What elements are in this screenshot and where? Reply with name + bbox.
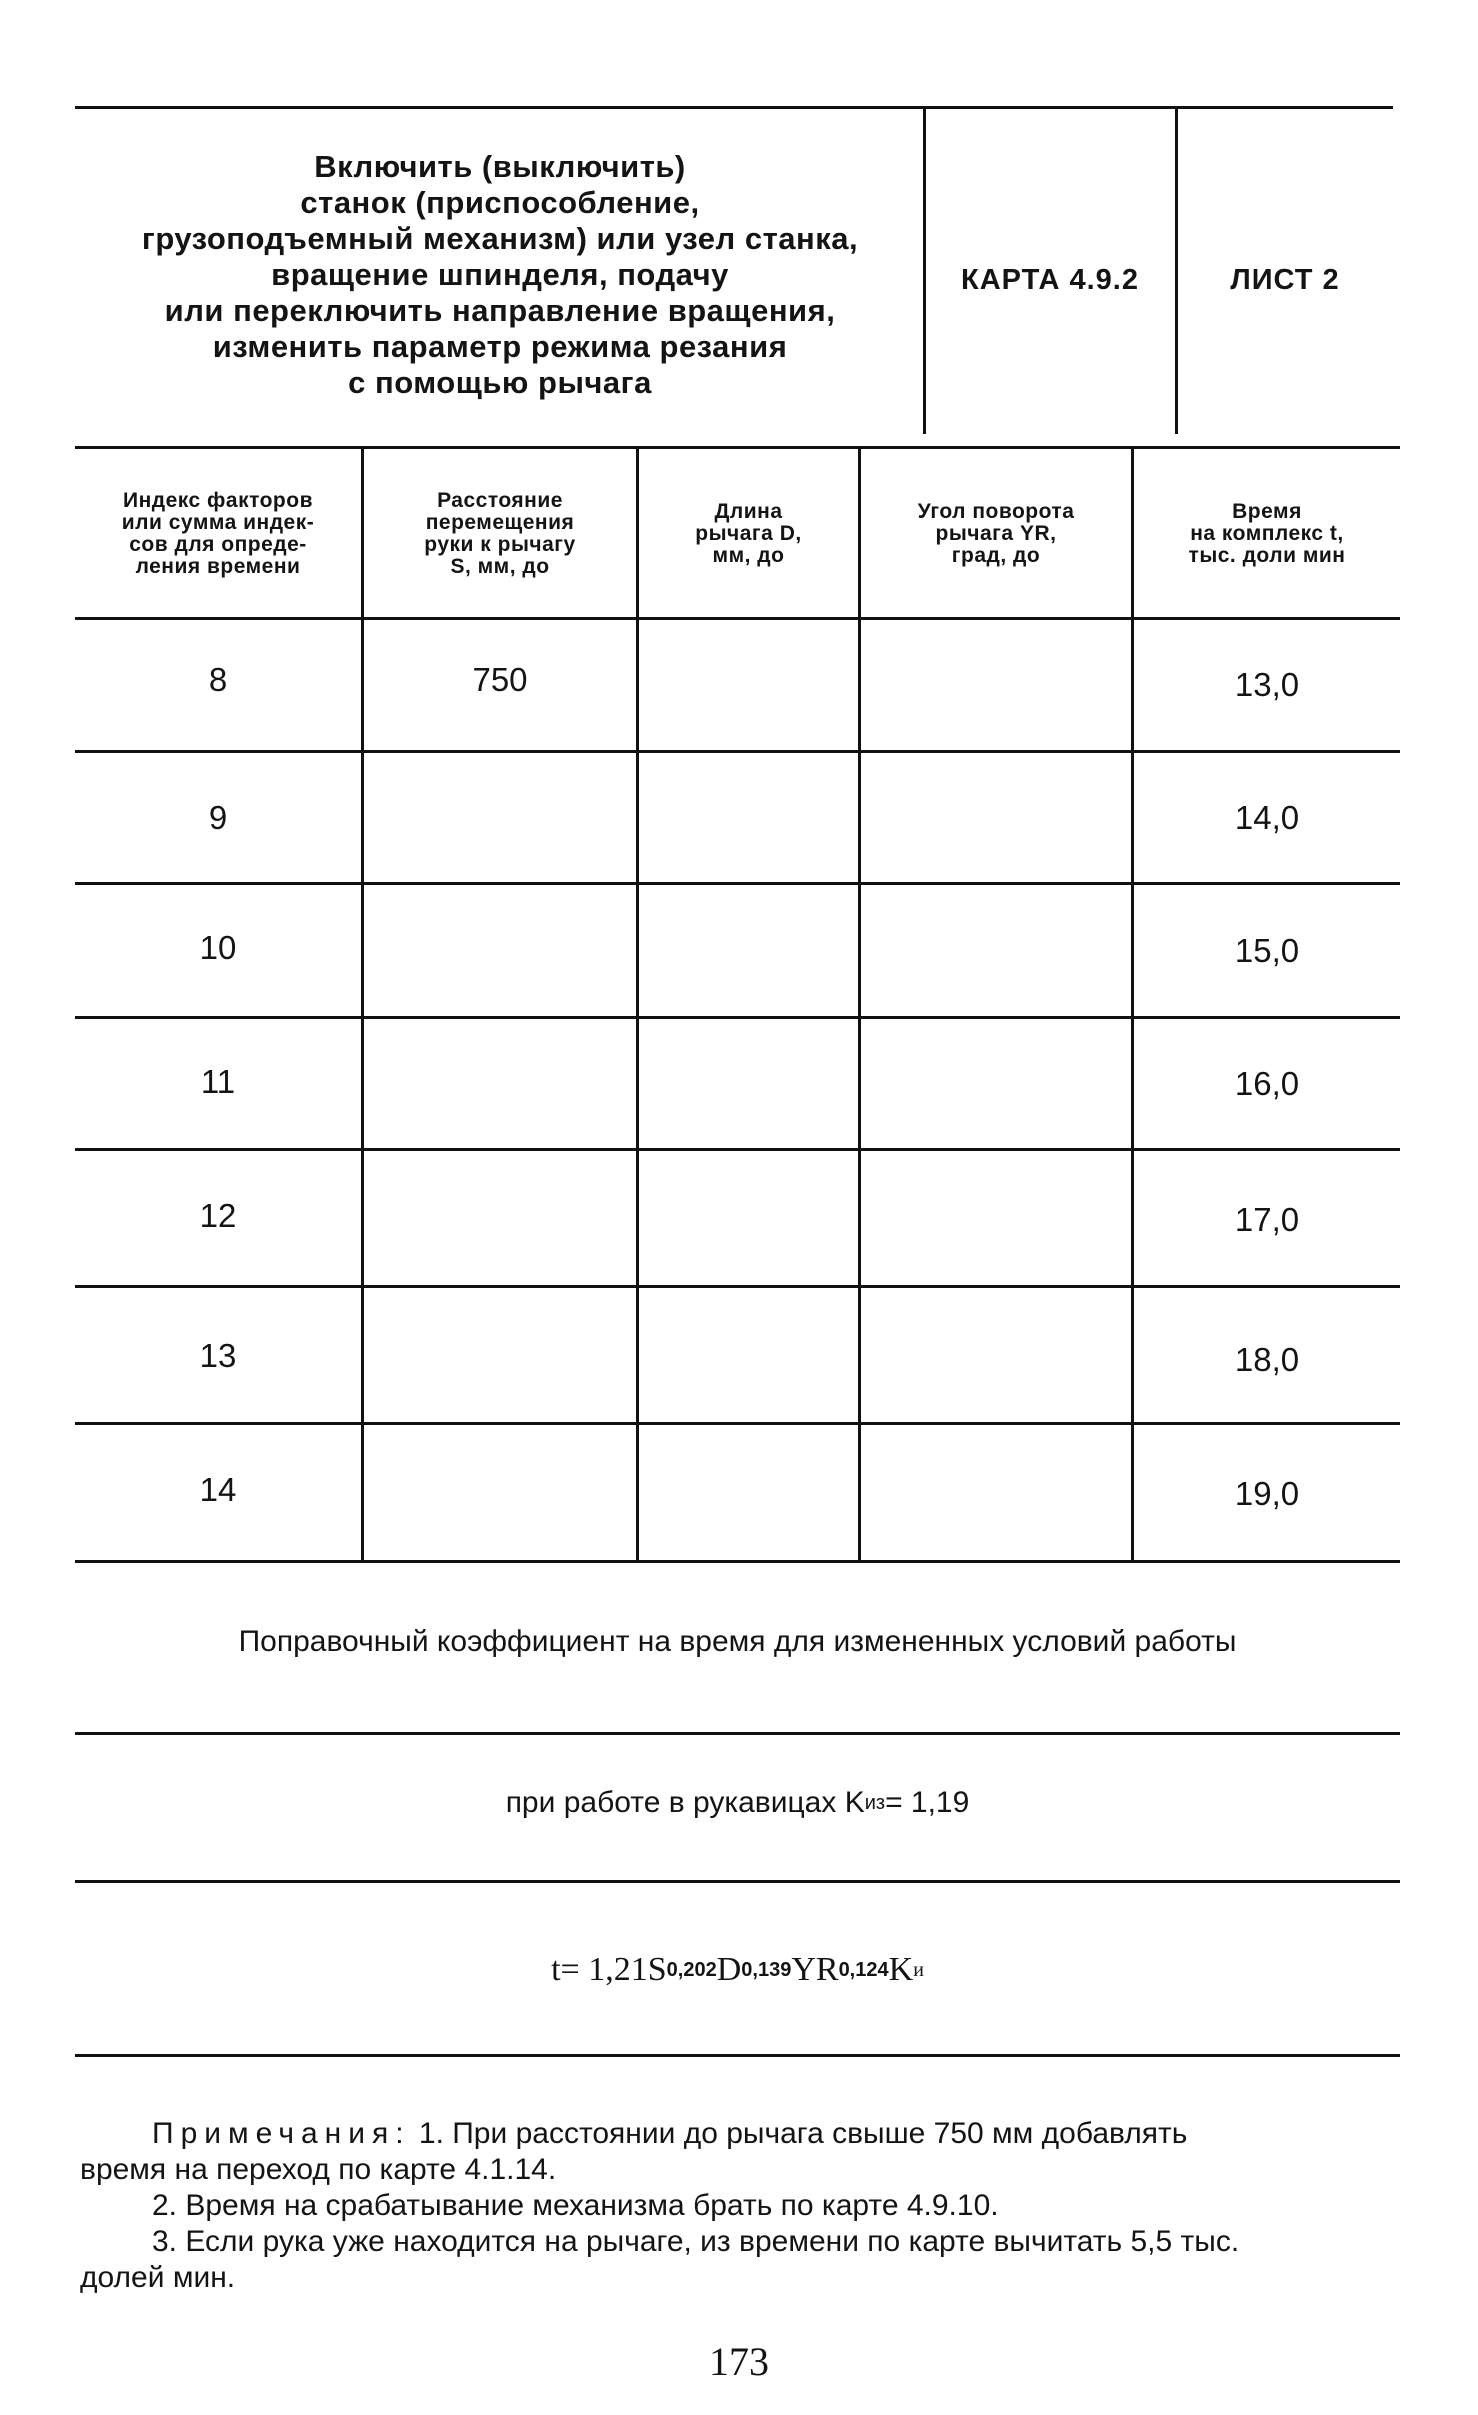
cell-time: 14,0	[1234, 799, 1300, 836]
card-number: КАРТА 4.9.2	[961, 263, 1139, 296]
header-divider-1	[923, 108, 926, 434]
cell-angle	[861, 918, 1131, 978]
table-bottom-rule	[75, 1560, 1400, 1563]
column-header-distance: Расстояние перемещения руки к рычагу S, мм, до	[424, 488, 576, 578]
row-rule	[75, 1422, 1400, 1425]
title-line: с помощью рычага	[348, 365, 652, 400]
title-line: вращение шпинделя, подачу	[271, 257, 729, 292]
cell-length	[639, 1186, 858, 1246]
row-rule	[75, 1016, 1400, 1019]
note-1-continued: время на переход по карте 4.1.14.	[80, 2153, 557, 2186]
card-title	[80, 140, 920, 410]
cell-index: 9	[208, 799, 228, 836]
cell-distance	[364, 1460, 636, 1520]
page-number: 173	[709, 2338, 769, 2384]
cell-index: 14	[199, 1471, 237, 1508]
cell-angle	[861, 1186, 1131, 1246]
sheet-number: ЛИСТ 2	[1230, 263, 1340, 296]
title-line: грузоподъемный механизм) или узел станка,	[141, 221, 859, 256]
title-line: или переключить направление вращения,	[164, 293, 836, 328]
title-line: станок (приспособление,	[300, 185, 700, 220]
row-rule	[75, 1285, 1400, 1288]
title-line: Включить (выключить)	[314, 149, 686, 184]
correction-heading: Поправочный коэффициент на время для измененных условий работы	[238, 1625, 1237, 1658]
cell-length	[639, 918, 858, 978]
cell-distance	[364, 788, 636, 848]
cell-distance	[364, 918, 636, 978]
title-line: изменить параметр режима резания	[212, 329, 788, 364]
cell-length	[639, 1326, 858, 1386]
row-rule	[75, 1148, 1400, 1151]
header-divider-2	[1175, 108, 1178, 434]
gloves-coefficient: при работе в рукавицах K из = 1,19	[505, 1786, 970, 1819]
cell-distance	[364, 1052, 636, 1112]
column-header-time: Время на комплекс t, тыс. доли мин	[1188, 499, 1346, 567]
header-top-rule	[75, 106, 1393, 109]
row-rule	[75, 750, 1400, 753]
gloves-rule	[75, 1880, 1400, 1883]
column-header-angle: Угол поворота рычага YR, град, до	[917, 499, 1075, 567]
cell-length	[639, 650, 858, 710]
table-header-rule	[75, 617, 1400, 620]
time-formula: t = 1,21S 0,202 D 0,139 YR 0,124 K и	[551, 1951, 924, 1988]
cell-angle	[861, 650, 1131, 710]
row-rule	[75, 882, 1400, 885]
formula-rule	[75, 2054, 1400, 2057]
note-2: 2. Время на срабатывание механизма брать по карте 4.9.10.	[152, 2189, 999, 2222]
cell-length	[639, 1460, 858, 1520]
cell-time: 19,0	[1234, 1475, 1300, 1512]
cell-distance: 750	[472, 661, 528, 698]
cell-time: 16,0	[1234, 1065, 1300, 1102]
cell-length	[639, 788, 858, 848]
cell-index: 13	[199, 1337, 237, 1374]
cell-time: 13,0	[1234, 666, 1300, 703]
cell-distance	[364, 1186, 636, 1246]
cell-angle	[861, 1460, 1131, 1520]
cell-time: 18,0	[1234, 1341, 1300, 1378]
cell-distance	[364, 1326, 636, 1386]
cell-time: 15,0	[1234, 932, 1300, 969]
column-header-index: Индекс факторов или сумма индек- сов для опреде- ления времени	[121, 488, 315, 578]
column-header-length: Длина рычага D, мм, до	[695, 499, 802, 567]
cell-angle	[861, 1326, 1131, 1386]
cell-index: 8	[208, 661, 228, 698]
cell-index: 11	[200, 1063, 236, 1100]
cell-length	[639, 1052, 858, 1112]
cell-index: 10	[199, 929, 237, 966]
correction-rule	[75, 1732, 1400, 1735]
note-3: 3. Если рука уже находится на рычаге, из времени по карте вычитать 5,5 тыс.	[152, 2225, 1240, 2258]
cell-angle	[861, 788, 1131, 848]
gloves-subscript: из	[864, 1791, 886, 1814]
notes	[80, 2116, 1410, 2296]
cell-time: 17,0	[1234, 1201, 1300, 1238]
note-1: Примечания: 1. При расстоянии до рычага свыше 750 мм добавлять	[152, 2117, 1188, 2150]
cell-index: 12	[199, 1197, 237, 1234]
notes-label: Примечания:	[152, 2117, 411, 2150]
note-3-continued: долей мин.	[80, 2261, 236, 2294]
cell-angle	[861, 1052, 1131, 1112]
table-top-rule	[75, 446, 1400, 449]
